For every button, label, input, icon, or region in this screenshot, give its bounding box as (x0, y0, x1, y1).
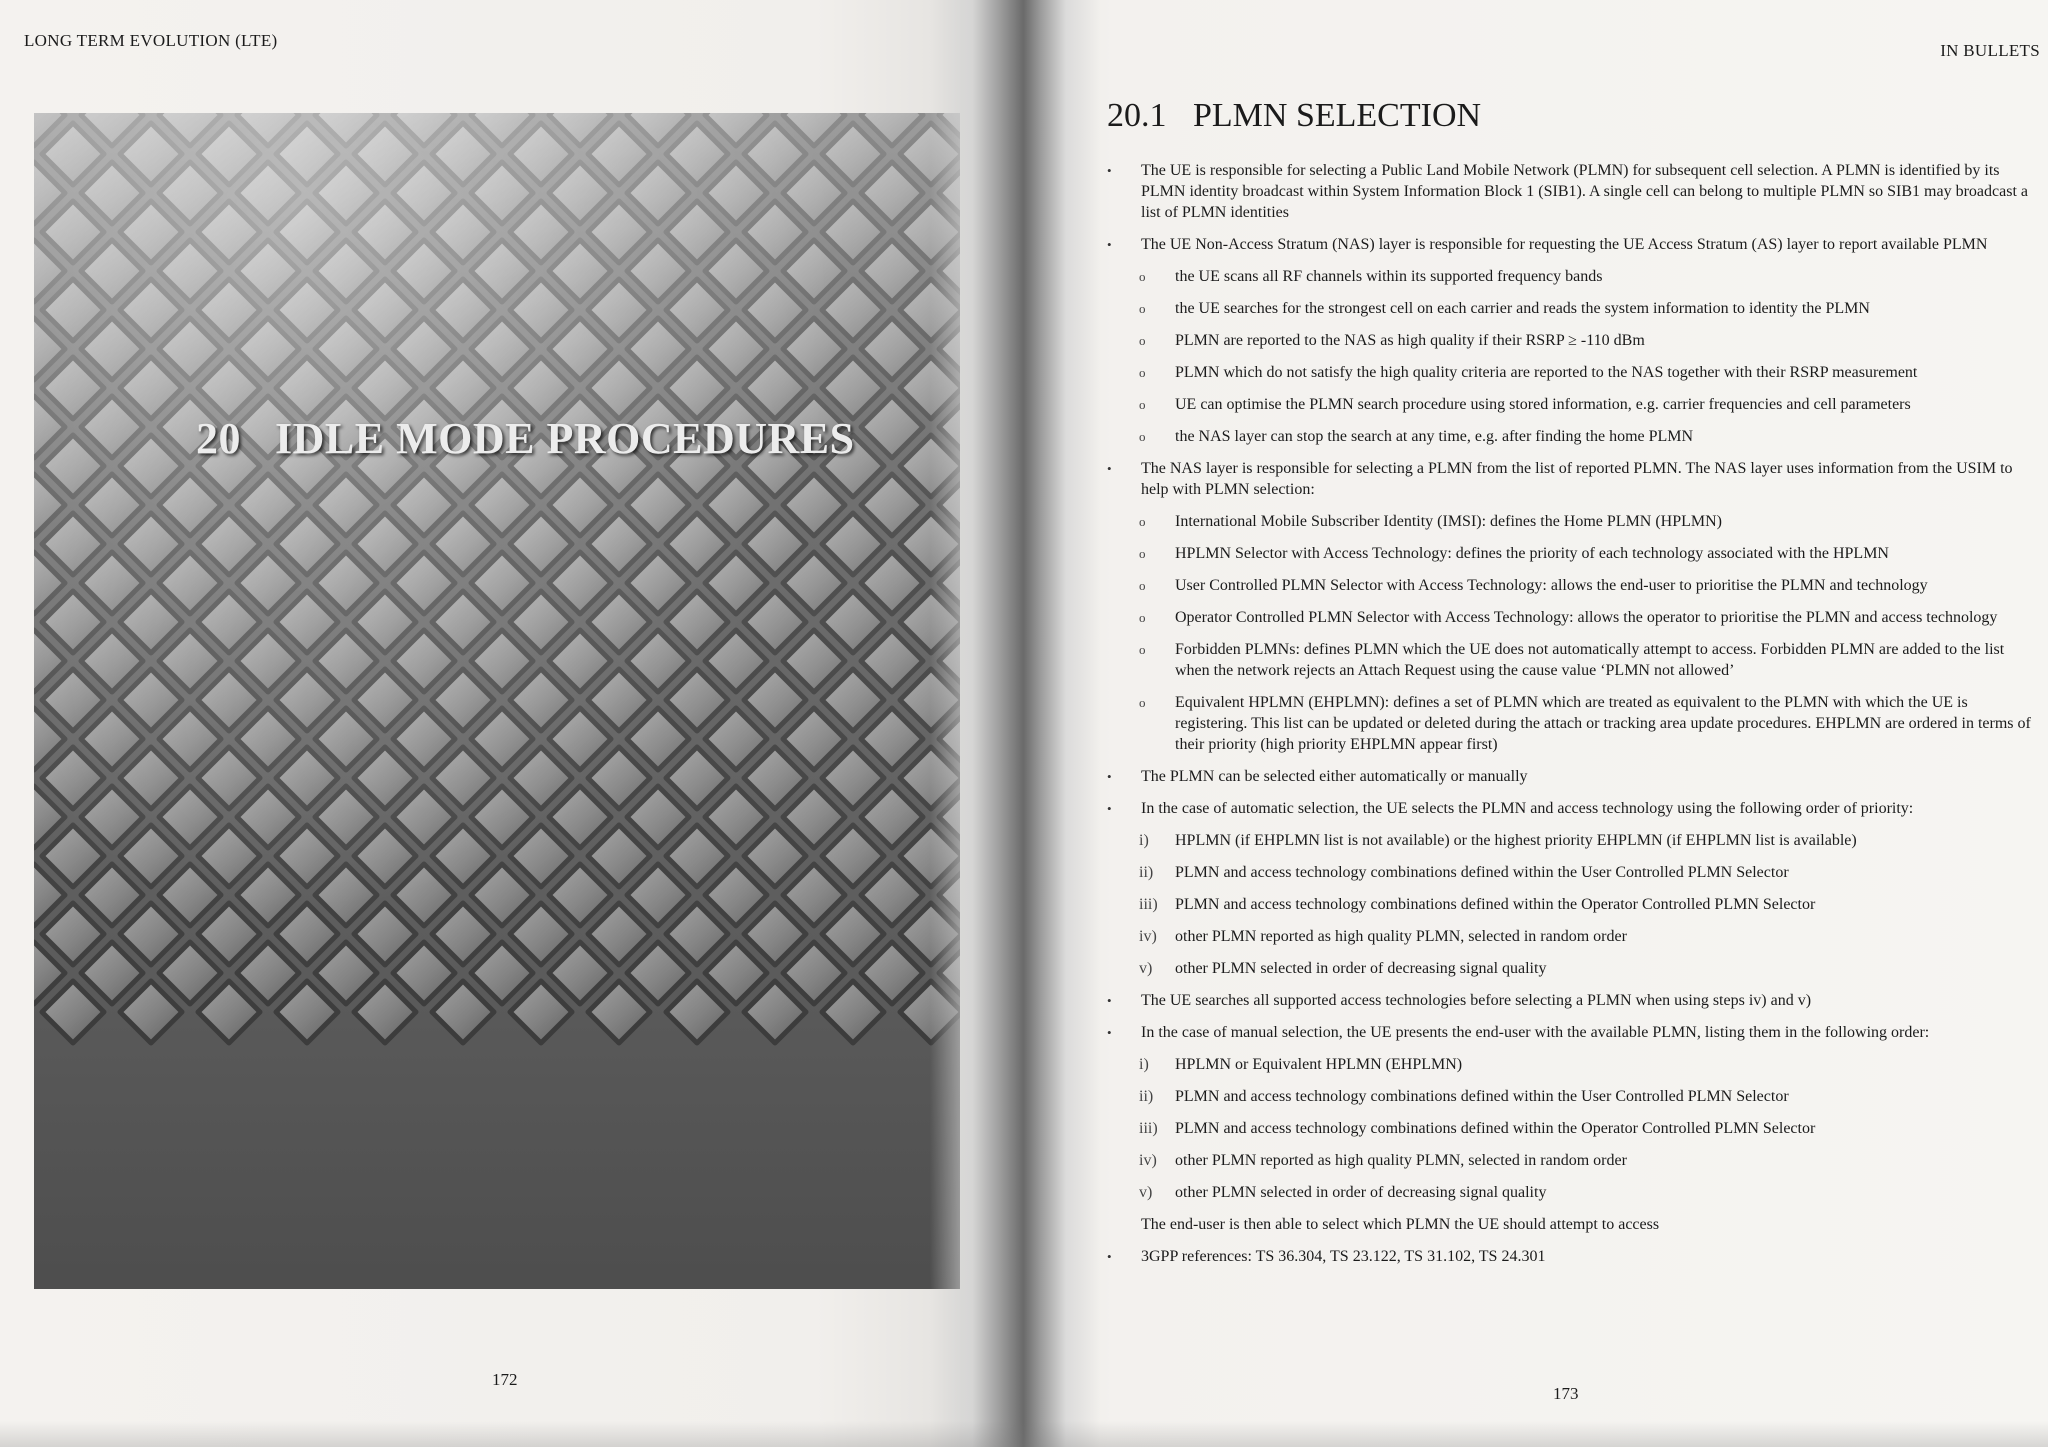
item-text: PLMN and access technology combinations defined within the Operator Controlled PLMN Selector (1175, 896, 1816, 913)
sub-bullet-item (1103, 958, 2039, 979)
running-head-right: IN BULLETS (1940, 41, 2040, 60)
item-text: PLMN and access technology combinations defined within the Operator Controlled PLMN Selector (1175, 1120, 1816, 1137)
item-text: other PLMN reported as high quality PLMN, selected in random order (1175, 928, 1627, 945)
sub-bullet-item (1103, 575, 2039, 596)
body-paragraph (1103, 1214, 2039, 1235)
tile-pattern-graphic (34, 113, 964, 1289)
chapter-title-text: IDLE MODE PROCEDURES (275, 414, 855, 463)
item-text: The NAS layer is responsible for selecting a PLMN from the list of reported PLMN. The NAS layer uses information from the USIM to help with PLMN selection: (1141, 460, 2013, 498)
page-number-right: 173 (1553, 1384, 1579, 1403)
item-text: HPLMN Selector with Access Technology: defines the priority of each technology associated with the HPLMN (1175, 545, 1889, 562)
sub-bullet-marker: o (1139, 301, 1146, 316)
section-number: 20.1 (1107, 97, 1167, 134)
bottom-edge-shadow (0, 1421, 2048, 1447)
sub-bullet-item (1103, 607, 2039, 628)
item-text: The UE is responsible for selecting a Public Land Mobile Network (PLMN) for subsequent cell selection. A PLMN is identified by its PLMN identity broadcast within System Information Block 1 (SIB1). A single cell can belong to multiple PLMN so SIB1 may broadcast a list of PLMN identities (1141, 162, 2028, 221)
sub-bullet-marker: v) (1139, 1184, 1153, 1201)
item-text: the UE scans all RF channels within its supported frequency bands (1175, 268, 1603, 285)
item-text: PLMN and access technology combinations defined within the User Controlled PLMN Selector (1175, 1088, 1789, 1105)
sub-bullet-item (1103, 830, 2039, 851)
bullet-item (1103, 160, 2039, 223)
bullet-item (1103, 458, 2039, 500)
item-text: User Controlled PLMN Selector with Access Technology: allows the end-user to prioritise the PLMN and technology (1175, 577, 1928, 594)
sub-bullet-item (1103, 692, 2039, 755)
sub-bullet-item (1103, 639, 2039, 681)
bullet-marker: • (1107, 801, 1112, 816)
sub-bullet-marker: o (1139, 610, 1146, 625)
sub-bullet-marker: o (1139, 365, 1146, 380)
sub-bullet-item (1103, 862, 2039, 883)
bullet-item (1103, 1022, 2039, 1043)
sub-bullet-item (1103, 926, 2039, 947)
sub-bullet-item (1103, 426, 2039, 447)
sub-bullet-item (1103, 1182, 2039, 1203)
sub-bullet-item (1103, 894, 2039, 915)
chapter-cover-image (34, 113, 964, 1289)
sub-bullet-marker: iv) (1139, 1152, 1157, 1169)
bullet-marker: • (1107, 993, 1112, 1008)
chapter-number: 20 (196, 414, 241, 463)
sub-bullet-marker: o (1139, 578, 1146, 593)
bullet-marker: • (1107, 461, 1112, 476)
book-gutter-shadow (930, 0, 1100, 1447)
sub-bullet-marker: ii) (1139, 864, 1154, 881)
sub-bullet-item (1103, 1118, 2039, 1139)
sub-bullet-marker: i) (1139, 832, 1149, 849)
sub-bullet-marker: o (1139, 269, 1146, 284)
item-text: HPLMN (if EHPLMN list is not available) or the highest priority EHPLMN (if EHPLMN list is available) (1175, 832, 1857, 849)
sub-bullet-marker: o (1139, 514, 1146, 529)
sub-bullet-item (1103, 362, 2039, 383)
sub-bullet-marker: o (1139, 397, 1146, 412)
sub-bullet-marker: v) (1139, 960, 1153, 977)
sub-bullet-marker: o (1139, 642, 1146, 657)
sub-bullet-marker: o (1139, 695, 1146, 710)
item-text: 3GPP references: TS 36.304, TS 23.122, TS 31.102, TS 24.301 (1141, 1248, 1546, 1265)
item-text: Forbidden PLMNs: defines PLMN which the UE does not automatically attempt to access. Forbidden PLMN are added to the list when the network rejects an Attach Request using the cause value ‘PLMN not allowed’ (1175, 641, 2005, 679)
item-text: The UE searches all supported access technologies before selecting a PLMN when using steps iv) and v) (1141, 992, 1812, 1009)
bullet-item (1103, 1246, 2039, 1267)
sub-bullet-marker: o (1139, 546, 1146, 561)
item-text: HPLMN or Equivalent HPLMN (EHPLMN) (1175, 1056, 1463, 1073)
item-text: the NAS layer can stop the search at any time, e.g. after finding the home PLMN (1175, 428, 1694, 445)
sub-bullet-marker: o (1139, 429, 1146, 444)
sub-bullet-item (1103, 1054, 2039, 1075)
sub-bullet-item (1103, 266, 2039, 287)
item-text: other PLMN selected in order of decreasing signal quality (1175, 1184, 1547, 1201)
bullet-marker: • (1107, 237, 1112, 252)
item-text: In the case of manual selection, the UE presents the end-user with the available PLMN, listing them in the following order: (1141, 1024, 1930, 1041)
sub-bullet-item (1103, 394, 2039, 415)
sub-bullet-item (1103, 511, 2039, 532)
item-text: other PLMN reported as high quality PLMN, selected in random order (1175, 1152, 1627, 1169)
item-text: The UE Non-Access Stratum (NAS) layer is responsible for requesting the UE Access Stratum (AS) layer to report available PLMN (1141, 236, 1988, 253)
item-text: Equivalent HPLMN (EHPLMN): defines a set of PLMN which are treated as equivalent to the PLMN with which the UE is registering. This list can be updated or deleted during the attach or tracking area update procedures. EHPLMN are ordered in terms of their priority (high priority EHPLMN appear first) (1175, 694, 2031, 753)
section-heading (1107, 97, 1481, 135)
bullet-marker: • (1107, 163, 1112, 178)
item-text: PLMN which do not satisfy the high quality criteria are reported to the NAS together with their RSRP measurement (1175, 364, 1918, 381)
item-text: other PLMN selected in order of decreasing signal quality (1175, 960, 1547, 977)
bullet-item (1103, 234, 2039, 255)
sub-bullet-marker: iii) (1139, 1120, 1158, 1137)
section-title-text: PLMN SELECTION (1193, 97, 1482, 134)
bullet-marker: • (1107, 1025, 1112, 1040)
item-text: Operator Controlled PLMN Selector with Access Technology: allows the operator to prioritise the PLMN and access technology (1175, 609, 1998, 626)
item-text: UE can optimise the PLMN search procedure using stored information, e.g. carrier frequencies and cell parameters (1175, 396, 1911, 413)
sub-bullet-marker: iii) (1139, 896, 1158, 913)
left-page (0, 0, 960, 1447)
bullet-marker: • (1107, 769, 1112, 784)
item-text: the UE searches for the strongest cell on each carrier and reads the system information to identity the PLMN (1175, 300, 1870, 317)
bullet-item (1103, 766, 2039, 787)
bullet-item (1103, 990, 2039, 1011)
sub-bullet-marker: i) (1139, 1056, 1149, 1073)
running-head-left: LONG TERM EVOLUTION (LTE) (24, 31, 278, 50)
sub-bullet-item (1103, 1086, 2039, 1107)
item-text: The PLMN can be selected either automatically or manually (1141, 768, 1528, 785)
item-text: In the case of automatic selection, the UE selects the PLMN and access technology using the following order of priority: (1141, 800, 1914, 817)
item-text: PLMN and access technology combinations defined within the User Controlled PLMN Selector (1175, 864, 1789, 881)
section-body (1103, 160, 2039, 1278)
sub-bullet-item (1103, 1150, 2039, 1171)
page-number-left: 172 (492, 1370, 518, 1389)
item-text: The end-user is then able to select which PLMN the UE should attempt to access (1141, 1216, 1660, 1233)
sub-bullet-item (1103, 543, 2039, 564)
chapter-title (196, 413, 855, 464)
sub-bullet-item (1103, 298, 2039, 319)
item-text: International Mobile Subscriber Identity (IMSI): defines the Home PLMN (HPLMN) (1175, 513, 1723, 530)
sub-bullet-item (1103, 330, 2039, 351)
bullet-item (1103, 798, 2039, 819)
sub-bullet-marker: ii) (1139, 1088, 1154, 1105)
bullet-marker: • (1107, 1249, 1112, 1264)
sub-bullet-marker: iv) (1139, 928, 1157, 945)
item-text: PLMN are reported to the NAS as high quality if their RSRP ≥ -110 dBm (1175, 332, 1645, 349)
sub-bullet-marker: o (1139, 333, 1146, 348)
